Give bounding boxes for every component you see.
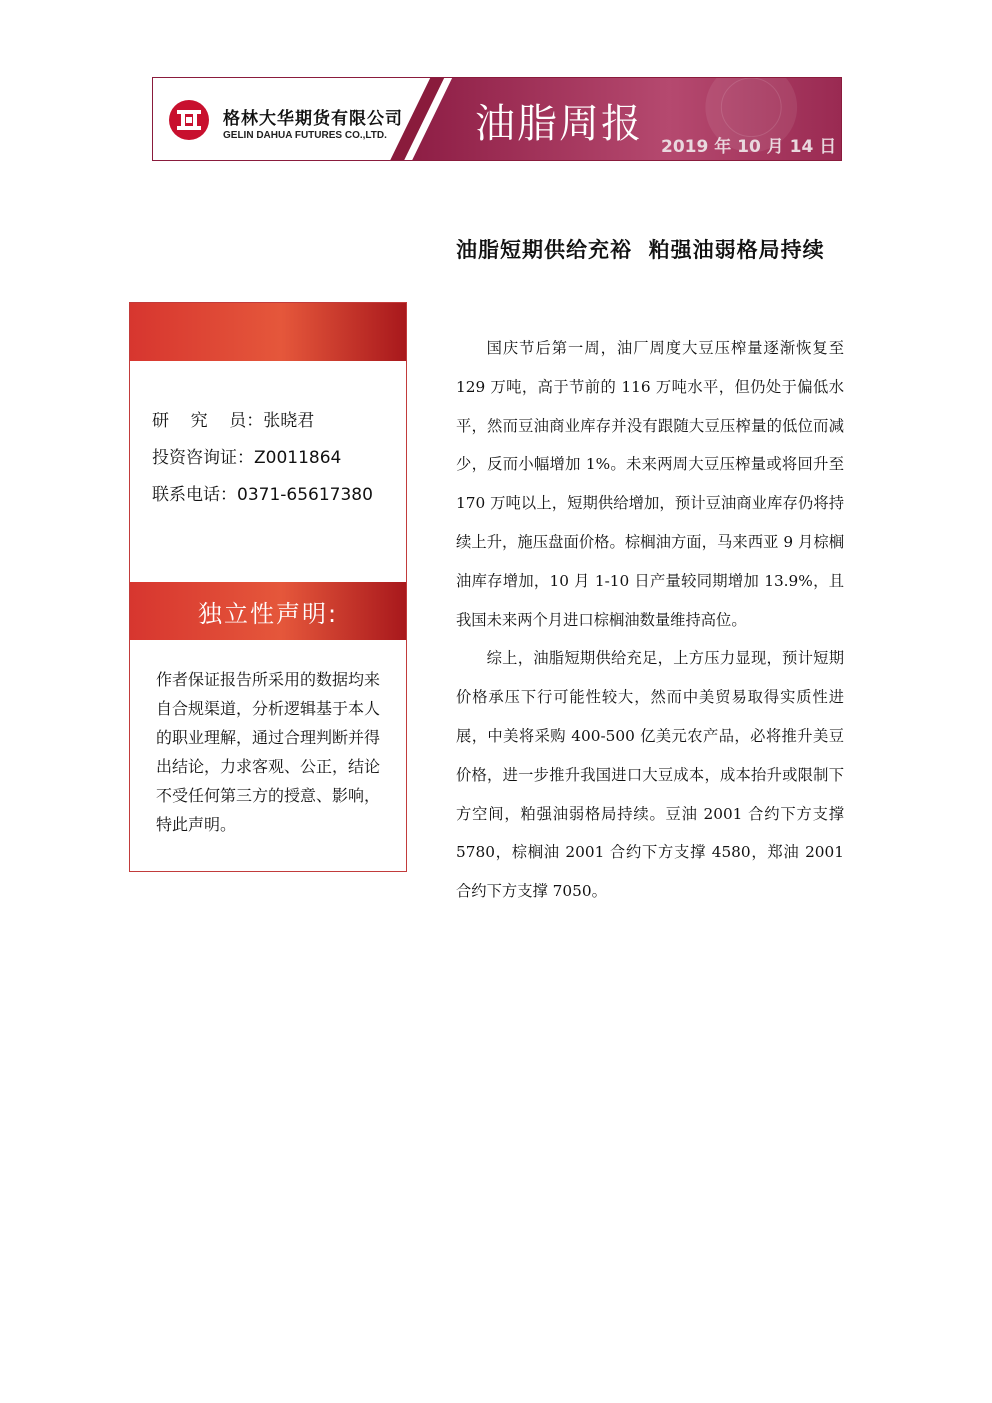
phone-line: 联系电话：0371-65617380 bbox=[152, 485, 373, 505]
article-paragraph: 国庆节后第一周，油厂周度大豆压榨量逐渐恢复至 129 万吨，高于节前的 116 万吨水平，但仍处于偏低水平，然而豆油商业库存并没有跟随大豆压榨量的低位而减少，反而小幅增加 1%。未来两周大豆压榨量或将回升至 170 万吨以上，短期供给增加，预计豆油商业库存仍将持续上升，施压盘面价格。棕榈油方面，马来西亚 9 月棕榈油库存增加，10 月 1-10 日产量较同期增加 13.9%，且我国未来两个月进口棕榈油数量维持高位。 bbox=[456, 339, 844, 629]
company-name-en: GELIN DAHUA FUTURES CO.,LTD. bbox=[223, 130, 387, 141]
company-name-cn: 格林大华期货有限公司 bbox=[223, 109, 403, 129]
report-date: 2019 年 10 月 14 日 bbox=[661, 137, 837, 157]
analyst-contact bbox=[152, 403, 373, 514]
article-title: 油脂短期供给充裕 粕强油弱格局持续 bbox=[456, 238, 825, 262]
article-paragraph: 综上，油脂短期供给充足，上方压力显现，预计短期价格承压下行可能性较大，然而中美贸易取得实质性进展，中美将采购 400-500 亿美元农产品，必将推升美豆价格，进一步推升我国进口大豆成本，成本抬升或限制下方空间，粕强油弱格局持续。豆油 2001 合约下方支撑 5780，棕榈油 2001 合约下方支撑 4580，郑油 2001 合约下方支撑 7050。 bbox=[456, 649, 844, 901]
certificate-line: 投资咨询证：Z0011864 bbox=[152, 448, 342, 468]
statement-header-band bbox=[130, 582, 406, 640]
article-body bbox=[456, 329, 844, 911]
report-title: 油脂周报 bbox=[475, 101, 643, 147]
side-box-top-band bbox=[130, 303, 406, 361]
independence-statement: 作者保证报告所采用的数据均来自合规渠道，分析逻辑基于本人的职业理解，通过合理判断并得出结论，力求客观、公正，结论不受任何第三方的授意、影响，特此声明。 bbox=[156, 670, 381, 834]
report-header bbox=[152, 77, 842, 161]
analyst-info-box bbox=[129, 302, 407, 872]
statement-title: 独立性声明: bbox=[197, 600, 339, 628]
company-logo-icon bbox=[167, 98, 211, 142]
researcher-line: 研 究 员：张晓君 bbox=[152, 411, 315, 431]
